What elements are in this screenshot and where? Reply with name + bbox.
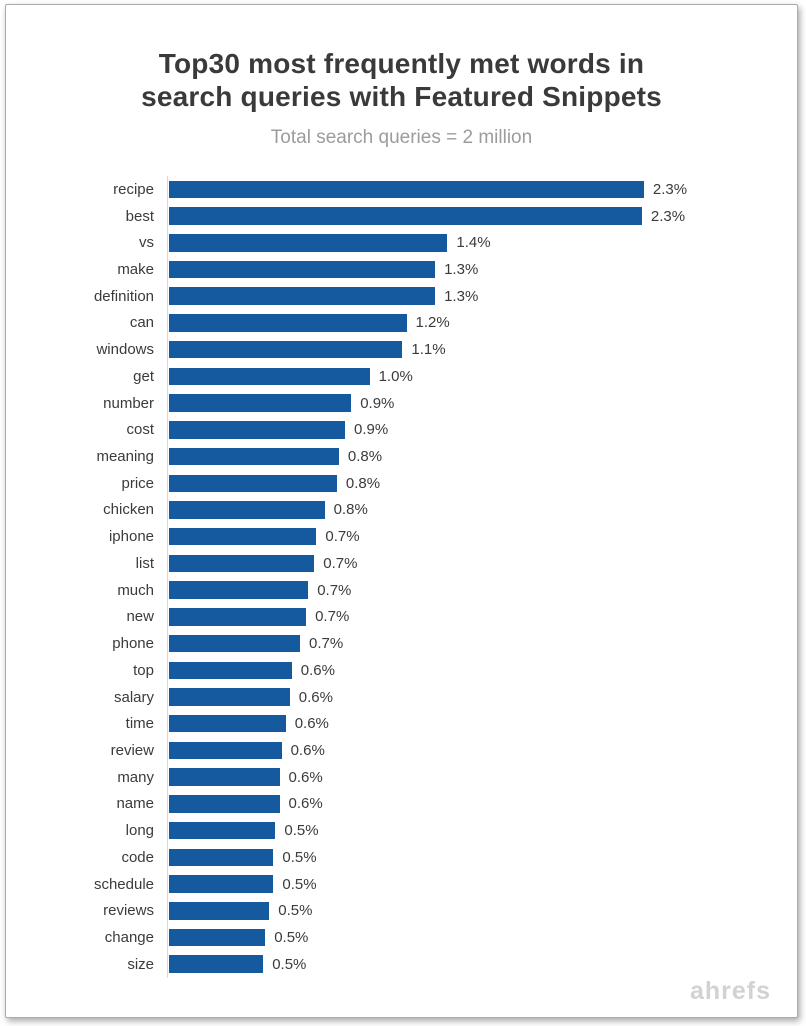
value-label: 0.7%: [325, 528, 360, 546]
value-label: 0.9%: [360, 394, 395, 412]
category-label: new: [126, 608, 154, 626]
category-label: much: [117, 581, 154, 599]
category-label: make: [117, 261, 154, 279]
bar: [169, 849, 273, 867]
chart-row: [6, 363, 797, 390]
bar-track: [167, 203, 797, 230]
bar-track: [167, 684, 797, 711]
bar: [169, 368, 370, 386]
bar: [169, 181, 644, 199]
chart-row: [6, 497, 797, 524]
chart-row: [6, 817, 797, 844]
bar: [169, 341, 402, 359]
bar: [169, 501, 325, 519]
category-label: long: [125, 822, 154, 840]
bar-track: [167, 310, 797, 337]
chart-row: [6, 550, 797, 577]
bar: [169, 795, 280, 813]
bar-track: [167, 416, 797, 443]
chart-row: [6, 764, 797, 791]
bar-track: [167, 604, 797, 631]
bar: [169, 608, 306, 626]
category-label: reviews: [103, 902, 154, 920]
category-label: meaning: [96, 448, 154, 466]
bar-track: [167, 577, 797, 604]
value-label: 0.7%: [317, 581, 352, 599]
chart-row: [6, 283, 797, 310]
value-label: 0.5%: [282, 848, 317, 866]
chart-row: [6, 523, 797, 550]
chart-row: [6, 256, 797, 283]
bar-track: [167, 951, 797, 978]
chart-title-line2: search queries with Featured Snippets: [141, 81, 662, 112]
category-label: list: [135, 554, 154, 572]
bar-track: [167, 283, 797, 310]
chart-row: [6, 577, 797, 604]
bar: [169, 662, 292, 680]
bar-track: [167, 229, 797, 256]
chart-row: [6, 416, 797, 443]
chart-row: [6, 630, 797, 657]
value-label: 0.8%: [347, 448, 383, 466]
value-label: 0.6%: [290, 741, 325, 759]
chart-row: [6, 897, 797, 924]
bar-track: [167, 550, 797, 577]
bar: [169, 207, 642, 225]
bar: [169, 287, 435, 305]
bar-track: [167, 710, 797, 737]
bar-chart: [6, 176, 797, 978]
value-label: 0.5%: [278, 902, 313, 920]
value-label: 0.8%: [345, 474, 381, 492]
value-label: 0.8%: [333, 501, 368, 519]
chart-row: [6, 871, 797, 898]
value-label: 1.1%: [411, 341, 446, 359]
bar-track: [167, 817, 797, 844]
bar: [169, 475, 337, 493]
category-label: windows: [96, 341, 154, 359]
category-label: change: [104, 928, 154, 946]
value-label: 0.7%: [323, 554, 358, 572]
category-label: iphone: [108, 528, 154, 546]
category-label: get: [133, 367, 154, 385]
bar-track: [167, 791, 797, 818]
category-label: best: [125, 207, 154, 225]
bar: [169, 929, 265, 947]
bar: [169, 902, 269, 920]
value-label: 0.6%: [288, 795, 323, 813]
chart-row: [6, 336, 797, 363]
bar-track: [167, 256, 797, 283]
bar: [169, 261, 435, 279]
chart-row: [6, 684, 797, 711]
bar: [169, 448, 339, 466]
category-label: chicken: [103, 501, 154, 519]
bar-track: [167, 497, 797, 524]
value-label: 0.5%: [282, 875, 317, 893]
category-label: can: [129, 314, 154, 332]
bar: [169, 688, 290, 706]
value-label: 0.6%: [288, 768, 323, 786]
bar: [169, 955, 263, 973]
bar-track: [167, 630, 797, 657]
value-label: 1.0%: [378, 367, 413, 385]
value-label: 1.4%: [456, 234, 491, 252]
bar: [169, 421, 345, 439]
chart-subtitle: Total search queries = 2 million: [270, 127, 533, 148]
chart-row: [6, 924, 797, 951]
category-label: number: [103, 394, 154, 412]
value-label: 2.3%: [652, 180, 688, 198]
category-label: recipe: [113, 180, 154, 198]
bar: [169, 581, 308, 599]
value-label: 0.6%: [294, 715, 329, 733]
bar-track: [167, 390, 797, 417]
bar: [169, 715, 286, 733]
chart-title-line1: Top30 most frequently met words in: [158, 48, 645, 79]
value-label: 1.2%: [415, 314, 450, 332]
chart-row: [6, 229, 797, 256]
bar-track: [167, 737, 797, 764]
category-label: time: [125, 715, 154, 733]
bar: [169, 555, 314, 573]
bar-track: [167, 176, 797, 203]
bar-track: [167, 523, 797, 550]
chart-row: [6, 604, 797, 631]
chart-row: [6, 176, 797, 203]
bar: [169, 394, 351, 412]
chart-row: [6, 310, 797, 337]
bar-track: [167, 924, 797, 951]
category-label: review: [110, 741, 154, 759]
chart-row: [6, 443, 797, 470]
bar-track: [167, 871, 797, 898]
bar: [169, 875, 273, 893]
chart-title: [6, 5, 797, 113]
bar: [169, 234, 447, 252]
bar-track: [167, 470, 797, 497]
bar: [169, 822, 275, 840]
bar-track: [167, 363, 797, 390]
bar-track: [167, 336, 797, 363]
bar: [169, 314, 407, 332]
value-label: 0.5%: [274, 928, 309, 946]
category-label: name: [116, 795, 154, 813]
category-label: cost: [126, 421, 154, 439]
chart-row: [6, 951, 797, 978]
category-label: phone: [112, 635, 154, 653]
bar-track: [167, 764, 797, 791]
chart-row: [6, 390, 797, 417]
value-label: 0.6%: [298, 688, 333, 706]
bar-track: [167, 657, 797, 684]
chart-row: [6, 737, 797, 764]
value-label: 0.5%: [272, 955, 307, 973]
value-label: 0.7%: [309, 635, 344, 653]
chart-row: [6, 710, 797, 737]
value-label: 0.5%: [284, 822, 319, 840]
category-label: top: [133, 661, 154, 679]
chart-row: [6, 470, 797, 497]
category-label: price: [121, 474, 154, 492]
bar-track: [167, 443, 797, 470]
bar: [169, 768, 280, 786]
bar: [169, 742, 282, 760]
value-label: 1.3%: [444, 261, 479, 279]
bar-track: [167, 897, 797, 924]
bar: [169, 635, 300, 653]
chart-row: [6, 844, 797, 871]
category-label: definition: [93, 287, 154, 305]
value-label: 1.3%: [444, 287, 479, 305]
value-label: 0.9%: [354, 421, 389, 439]
chart-row: [6, 657, 797, 684]
bar-track: [167, 844, 797, 871]
chart-card: [5, 4, 798, 1018]
category-label: size: [127, 955, 154, 973]
category-label: schedule: [93, 875, 154, 893]
chart-row: [6, 203, 797, 230]
value-label: 0.6%: [300, 661, 335, 679]
category-label: code: [121, 848, 154, 866]
value-label: 0.7%: [315, 608, 350, 626]
category-label: salary: [113, 688, 154, 706]
ahrefs-watermark: ahrefs: [689, 977, 771, 1005]
category-label: many: [117, 768, 154, 786]
category-label: vs: [139, 234, 154, 252]
chart-row: [6, 791, 797, 818]
bar: [169, 528, 316, 546]
value-label: 2.3%: [650, 207, 686, 225]
